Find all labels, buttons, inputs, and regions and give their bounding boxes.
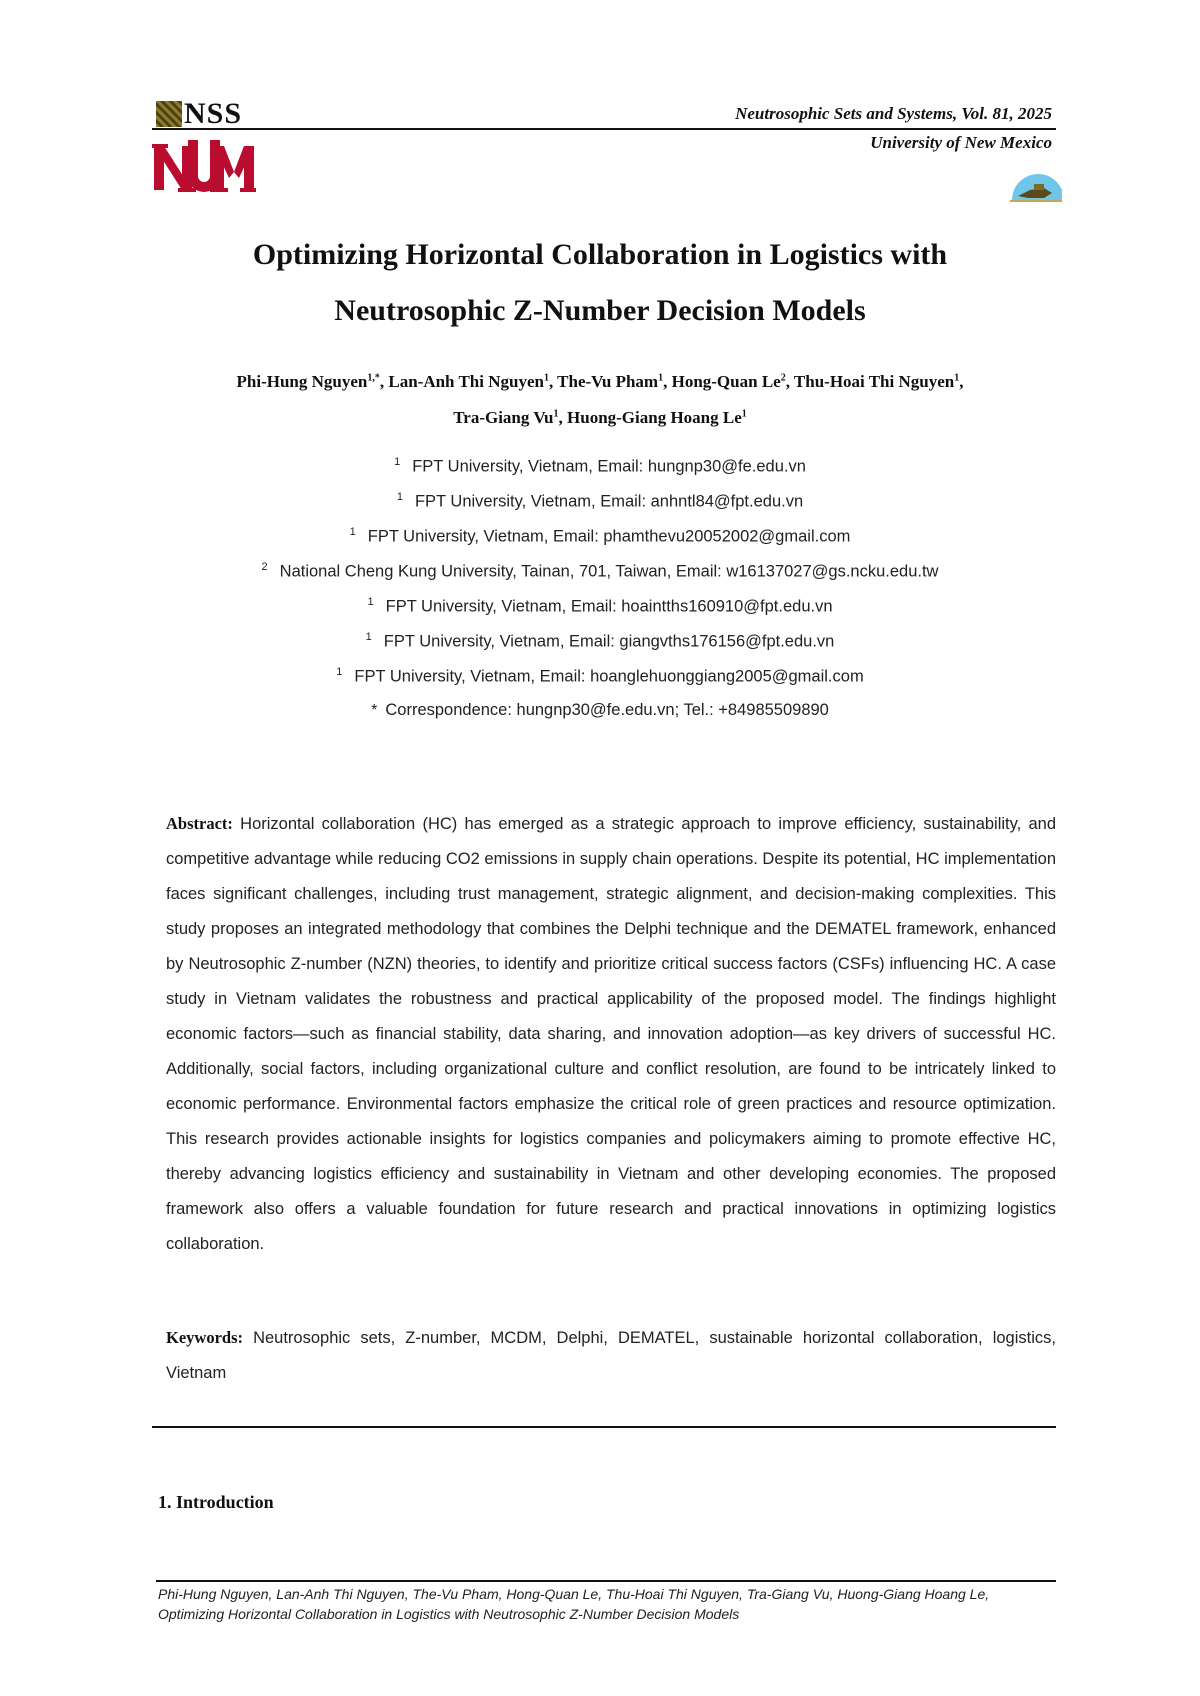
- nss-logo-icon: [156, 101, 182, 127]
- paper-title-line-1: Optimizing Horizontal Collaboration in Logistics with: [252, 238, 948, 271]
- unm-logo-icon: [152, 138, 256, 206]
- affiliation-text: FPT University, Vietnam, Email: anhntl84@fpt.edu.vn: [414, 492, 804, 511]
- affiliation-number: 1: [336, 666, 343, 678]
- author-name: Hong-Quan Le: [671, 372, 781, 391]
- author-affiliation-mark: 1,*: [367, 372, 380, 384]
- affiliation-text: FPT University, Vietnam, Email: hoanglehuonggiang2005@gmail.com: [354, 667, 864, 686]
- affiliation-number: 2: [261, 561, 268, 573]
- nss-logo-text: NSS: [184, 97, 243, 130]
- neutrosophic-emblem-icon: [1004, 160, 1064, 204]
- author-name: Huong-Giang Hoang Le: [567, 408, 742, 427]
- author-affiliation-mark: 1: [954, 372, 960, 384]
- abstract-label: Abstract:: [166, 814, 233, 833]
- keywords-text: Neutrosophic sets, Z-number, MCDM, Delphi, DEMATEL, sustainable horizontal collaboration, logistics, Vietnam: [166, 1329, 1056, 1382]
- affiliation-text: FPT University, Vietnam, Email: giangvths176156@fpt.edu.vn: [383, 632, 835, 651]
- affiliation-line: [0, 596, 1200, 617]
- author-affiliation-mark: 2: [780, 372, 786, 384]
- affiliation-line: [0, 631, 1200, 652]
- author-affiliation-mark: 1: [658, 372, 664, 384]
- keywords-label: Keywords:: [166, 1328, 243, 1347]
- affiliation-line: [0, 456, 1200, 477]
- correspondence-line: [0, 701, 1200, 720]
- author-name: Tra-Giang Vu: [453, 408, 554, 427]
- author-affiliation-mark: 1: [741, 408, 747, 420]
- university-name: University of New Mexico: [870, 133, 1052, 152]
- affiliation-line: [0, 561, 1200, 582]
- author-affiliation-mark: 1: [543, 372, 549, 384]
- nss-logo: [156, 97, 243, 130]
- section-heading: 1. Introduction: [158, 1492, 274, 1512]
- affiliation-text: FPT University, Vietnam, Email: hoaintths160910@fpt.edu.vn: [385, 597, 833, 616]
- author-name: The-Vu Pham: [557, 372, 659, 391]
- author-affiliation-mark: 1: [553, 408, 559, 420]
- author-name: Thu-Hoai Thi Nguyen: [793, 372, 955, 391]
- section-divider: [152, 1426, 1056, 1428]
- author-name: Lan-Anh Thi Nguyen: [388, 372, 544, 391]
- affiliation-line: [0, 491, 1200, 512]
- affiliation-line: [0, 526, 1200, 547]
- author-name: Phi-Hung Nguyen: [236, 372, 368, 391]
- affiliation-text: National Cheng Kung University, Tainan, 701, Taiwan, Email: w16137027@gs.ncku.edu.tw: [279, 562, 939, 581]
- abstract: [166, 806, 1056, 1262]
- affiliation-number: 1: [396, 491, 403, 503]
- journal-name: Neutrosophic Sets and Systems, Vol. 81, 2025: [735, 104, 1052, 123]
- author-list-line-2: Tra-Giang Vu$^1$, Huong-Giang Hoang Le$^1$: [453, 408, 747, 427]
- correspondence-text: Correspondence: hungnp30@fe.edu.vn; Tel.: +84985509890: [385, 701, 829, 719]
- affiliation-number: 1: [365, 631, 372, 643]
- affiliation-text: FPT University, Vietnam, Email: hungnp30@fe.edu.vn: [412, 457, 806, 476]
- affiliation-number: 1: [367, 596, 374, 608]
- abstract-text: Horizontal collaboration (HC) has emerged as a strategic approach to improve efficiency, sustainability, and competitive advantage while reducing CO2 emissions in supply chain operations. Despite its potential, HC implementation faces significant challenges, including trust management, strategic alignment, and decision-making complexities. This study proposes an integrated methodology that combines the Delphi technique and the DEMATEL framework, enhanced by Neutrosophic Z-number (NZN) theories, to identify and prioritize critical success factors (CSFs) influencing HC. A case study in Vietnam validates the robustness and practical applicability of the proposed model. The findings highlight economic factors—such as financial stability, data sharing, and innovation adoption—as key drivers of successful HC. Additionally, social factors, including organizational culture and conflict resolution, are found to be intricately linked to economic performance. Environmental factors emphasize the critical role of green practices and resource optimization. This research provides actionable insights for logistics companies and policymakers aiming to promote effective HC, thereby advancing logistics efficiency and sustainability in Vietnam and other developing economies. The proposed framework also offers a valuable foundation for future research and practical innovations in optimizing logistics collaboration.: [166, 815, 1057, 1253]
- page-footer: Phi-Hung Nguyen, Lan-Anh Thi Nguyen, The-Vu Pham, Hong-Quan Le, Thu-Hoai Thi Nguyen, Tra-Giang Vu, Huong-Giang Hoang Le, Optimizing Horizontal Collaboration in Logistics with Neutrosophic Z-Number Decision Models: [158, 1586, 990, 1622]
- affiliation-number: 1: [394, 456, 401, 468]
- header-rule: [152, 128, 1056, 130]
- author-list-line-1: Phi-Hung Nguyen$^{1,*}$, Lan-Anh Thi Nguyen$^1$, The-Vu Pham$^1$, Hong-Quan Le$^2$, Thu-Hoai Thi Nguyen$^1$,: [236, 372, 964, 391]
- affiliation-number: 1: [349, 526, 356, 538]
- affiliation-line: [0, 666, 1200, 687]
- footer-rule: [156, 1580, 1056, 1582]
- paper-title-line-2: Neutrosophic Z-Number Decision Models: [334, 294, 866, 327]
- affiliation-number: *: [371, 702, 378, 719]
- keywords: [166, 1320, 1056, 1391]
- affiliation-text: FPT University, Vietnam, Email: phamthevu20052002@gmail.com: [367, 527, 851, 546]
